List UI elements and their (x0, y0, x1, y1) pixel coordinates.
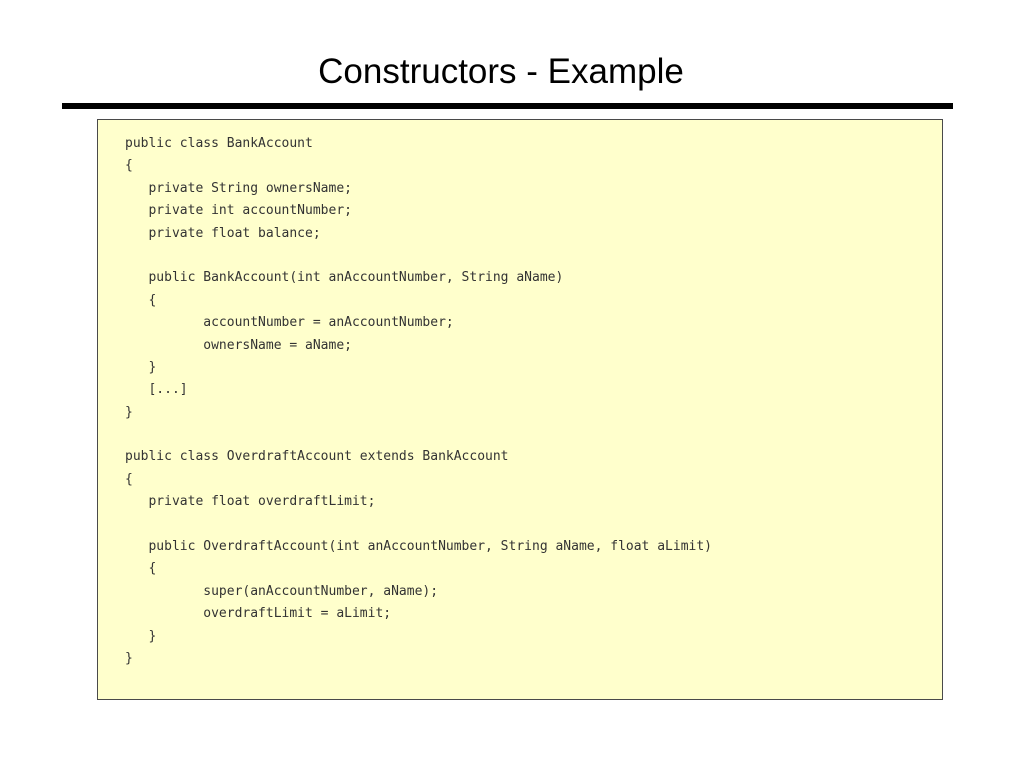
code-line: ownersName = aName; (125, 337, 352, 353)
code-line: overdraftLimit = aLimit; (125, 606, 392, 622)
code-listing (125, 133, 712, 670)
code-line: } (125, 404, 133, 420)
code-line: } (125, 359, 157, 375)
code-line: public BankAccount(int anAccountNumber, String aName) (125, 270, 564, 286)
code-line: [...] (125, 382, 188, 398)
code-line: public class BankAccount (125, 136, 313, 151)
code-line: { (125, 561, 157, 577)
code-line: } (125, 650, 133, 666)
code-line: { (125, 471, 133, 487)
code-line: private float balance; (125, 225, 321, 241)
code-line: private String ownersName; (125, 180, 352, 196)
title-divider (62, 103, 953, 109)
code-line: super(anAccountNumber, aName); (125, 583, 439, 599)
slide-title: Constructors - Example (318, 52, 684, 91)
code-line: { (125, 292, 157, 308)
code-line: public OverdraftAccount(int anAccountNumber, String aName, float aLimit) (125, 539, 712, 555)
code-line: public class OverdraftAccount extends BankAccount (125, 449, 509, 465)
code-line-blank (125, 245, 712, 267)
code-line: } (125, 628, 157, 644)
code-line: private int accountNumber; (125, 203, 352, 219)
code-listing-box (97, 119, 943, 700)
code-line: private float overdraftLimit; (125, 494, 376, 510)
code-line: { (125, 158, 133, 174)
code-line-blank (125, 514, 712, 536)
code-line: accountNumber = anAccountNumber; (125, 315, 454, 331)
code-line-blank (125, 424, 712, 446)
